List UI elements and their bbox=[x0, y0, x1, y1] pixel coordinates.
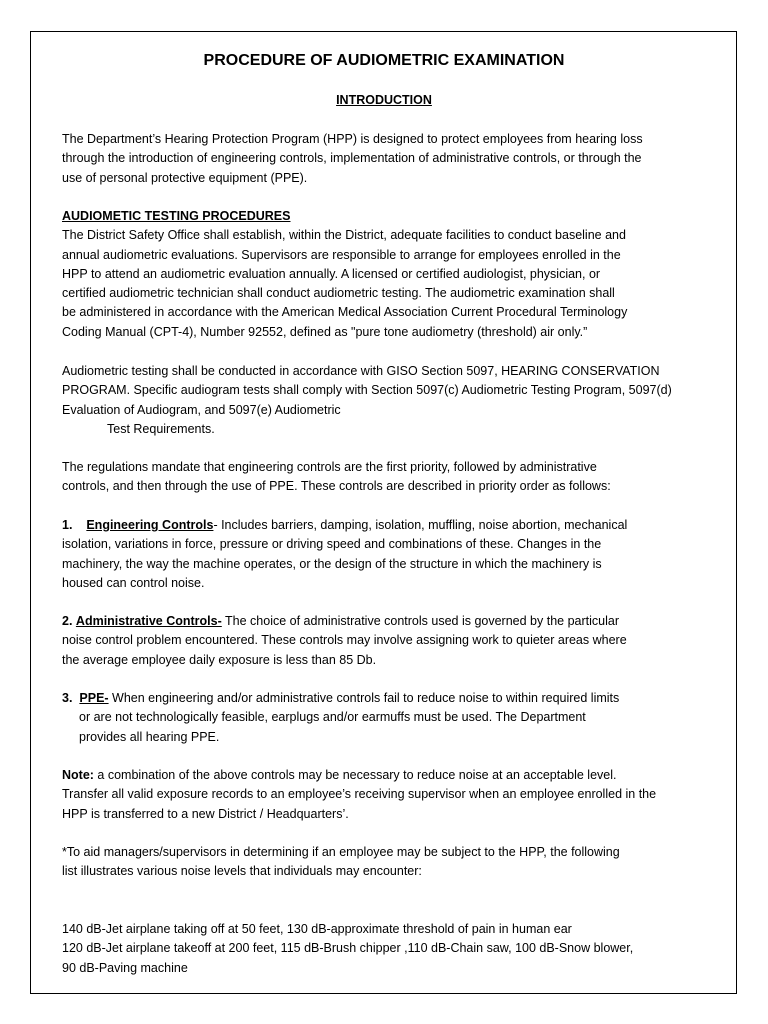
giso-paragraph bbox=[62, 362, 732, 439]
text-line: annual audiometric evaluations. Supervisors are responsible to arrange for employees enrolled in the bbox=[62, 247, 621, 262]
administrative-controls-item bbox=[62, 612, 732, 670]
text-line: noise control problem encountered. These controls may involve assigning work to quieter areas where bbox=[62, 633, 627, 648]
text-line: Transfer all valid exposure records to an employee’s receiving supervisor when an employee enrolled in the bbox=[62, 787, 657, 802]
text-line: HPP is transferred to a new District / Headquarters’. bbox=[62, 806, 349, 821]
item-number: 1. bbox=[62, 518, 73, 532]
text-line: Evaluation of Audiogram, and 5097(e) Audiometric bbox=[62, 402, 341, 417]
administrative-controls-label: Administrative Controls- bbox=[75, 614, 222, 628]
text-line: Audiometric testing shall be conducted in accordance with GISO Section 5097, HEARING CONSERVATION bbox=[62, 364, 660, 378]
text-line: The regulations mandate that engineering controls are the first priority, followed by administrative bbox=[62, 460, 597, 474]
intro-paragraph bbox=[62, 130, 732, 188]
text-line: use of personal protective equipment (PPE). bbox=[62, 170, 308, 185]
text-line: machinery, the way the machine operates, or the design of the structure in which the machinery is bbox=[62, 556, 602, 571]
note-label: Note: bbox=[62, 768, 94, 782]
text-line: Coding Manual (CPT-4), Number 92552, defined as "pure tone audiometry (threshold) air only.” bbox=[62, 324, 588, 339]
text-line: the average employee daily exposure is less than 85 Db. bbox=[62, 652, 377, 667]
text-line: When engineering and/or administrative controls fail to reduce noise to within required limits bbox=[108, 691, 620, 705]
text-line: isolation, variations in force, pressure or driving speed and combinations of these. Changes in the bbox=[62, 537, 602, 552]
text-line: HPP to attend an audiometric evaluation annually. A licensed or certified audiologist, physician, or bbox=[62, 266, 601, 281]
text-line: provides all hearing PPE. bbox=[79, 729, 220, 744]
testing-heading: AUDIOMETIC TESTING PROCEDURES bbox=[62, 209, 291, 223]
text-line: The Department’s Hearing Protection Program (HPP) is designed to protect employees from hearing loss bbox=[62, 132, 643, 146]
text-line: housed can control noise. bbox=[62, 575, 205, 590]
text-line: Test Requirements. bbox=[107, 421, 215, 436]
text-line: 120 dB-Jet airplane takeoff at 200 feet, 115 dB-Brush chipper ,110 dB-Chain saw, 100 dB-Snow blower, bbox=[62, 941, 634, 956]
ppe-item bbox=[62, 689, 732, 747]
text-line: PROGRAM. Specific audiogram tests shall comply with Section 5097(c) Audiometric Testing Program, 5097(d) bbox=[62, 383, 672, 398]
introduction-heading: INTRODUCTION bbox=[336, 93, 432, 107]
text-line: controls, and then through the use of PPE. These controls are described in priority order as follows: bbox=[62, 479, 611, 494]
text-line: be administered in accordance with the American Medical Association Current Procedural Terminology bbox=[62, 305, 628, 320]
ppe-label: PPE- bbox=[79, 691, 109, 705]
aid-paragraph bbox=[62, 843, 732, 882]
item-number: 2. bbox=[62, 614, 73, 628]
text-line: - Includes barriers, damping, isolation, muffling, noise abortion, mechanical bbox=[213, 518, 628, 532]
document-title: PROCEDURE OF AUDIOMETRIC EXAMINATION bbox=[203, 52, 565, 69]
text-line: through the introduction of engineering controls, implementation of administrative controls, or through the bbox=[62, 151, 642, 166]
text-line: a combination of the above controls may be necessary to reduce noise at an acceptable level. bbox=[93, 768, 617, 782]
text-line: The District Safety Office shall establish, within the District, adequate facilities to conduct baseline and bbox=[62, 228, 626, 243]
text-line: *To aid managers/supervisors in determining if an employee may be subject to the HPP, the following bbox=[62, 845, 620, 859]
engineering-controls-item bbox=[62, 516, 732, 593]
noise-levels-list bbox=[62, 920, 732, 978]
text-line: certified audiometric technician shall conduct audiometric testing. The audiometric examination shall bbox=[62, 286, 615, 301]
testing-section bbox=[62, 207, 732, 342]
note-paragraph bbox=[62, 766, 732, 824]
text-line: 140 dB-Jet airplane taking off at 50 feet, 130 dB-approximate threshold of pain in human ear bbox=[62, 922, 572, 936]
text-line: or are not technologically feasible, earplugs and/or earmuffs must be used. The Department bbox=[79, 710, 586, 725]
item-number: 3. bbox=[62, 691, 73, 705]
text-line: list illustrates various noise levels that individuals may encounter: bbox=[62, 864, 422, 879]
regulations-paragraph bbox=[62, 458, 732, 497]
engineering-controls-label: Engineering Controls bbox=[86, 518, 214, 532]
text-line: 90 dB-Paving machine bbox=[62, 960, 188, 975]
text-line: The choice of administrative controls used is governed by the particular bbox=[221, 614, 619, 628]
